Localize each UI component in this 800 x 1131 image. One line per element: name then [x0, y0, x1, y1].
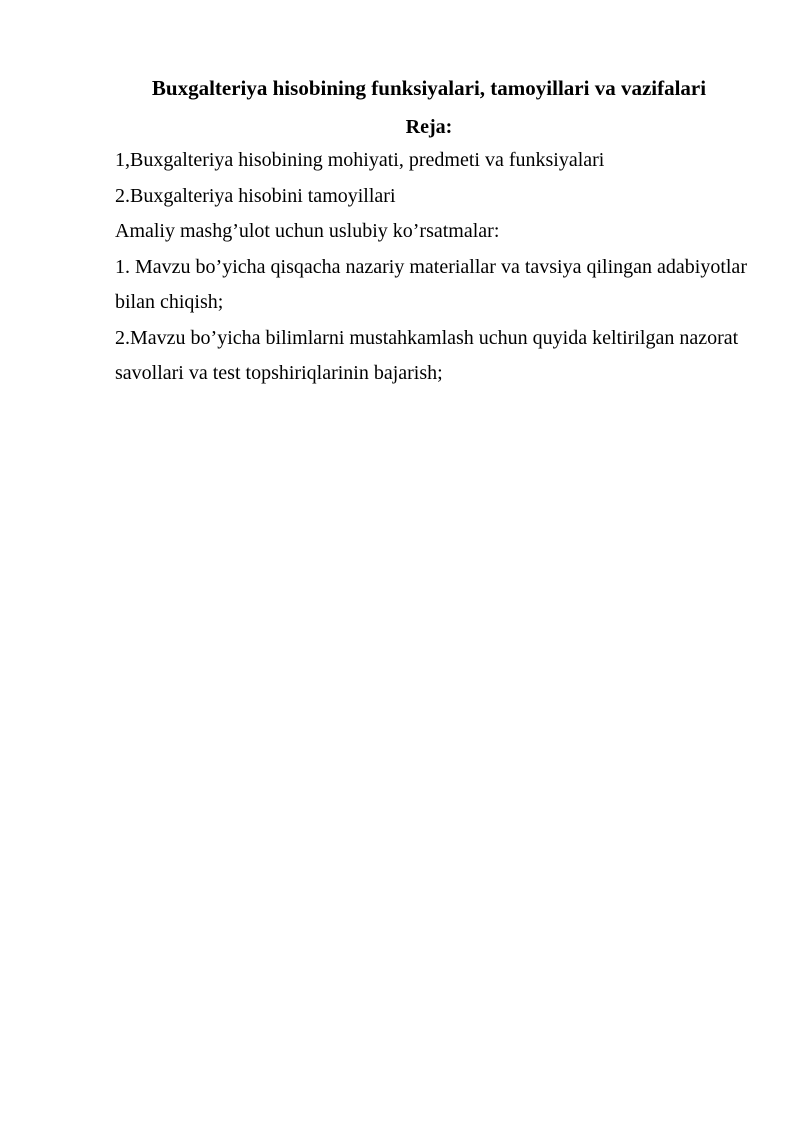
plan-item-2: 2.Buxgalteriya hisobini tamoyillari: [115, 184, 396, 207]
guideline-item-1: 1. Mavzu bo’yicha qisqacha nazariy materiallar va tavsiya qilingan adabiyotlar bilan chiqish;: [115, 255, 747, 313]
document-title: Buxgalteriya hisobining funksiyalari, tamoyillari va vazifalari: [151, 76, 707, 100]
guideline-item-2: 2.Mavzu bo’yicha bilimlarni mustahkamlash uchun quyida keltirilgan nazorat savollari va test topshiriqlarinin bajarish;: [115, 326, 739, 384]
guidelines-heading: Amaliy mashg’ulot uchun uslubiy ko’rsatmalar:: [115, 220, 500, 242]
document-body: [115, 143, 755, 392]
plan-item-1: 1,Buxgalteriya hisobining mohiyati, predmeti va funksiyalari: [115, 149, 605, 171]
plan-heading: Reja:: [405, 116, 453, 138]
